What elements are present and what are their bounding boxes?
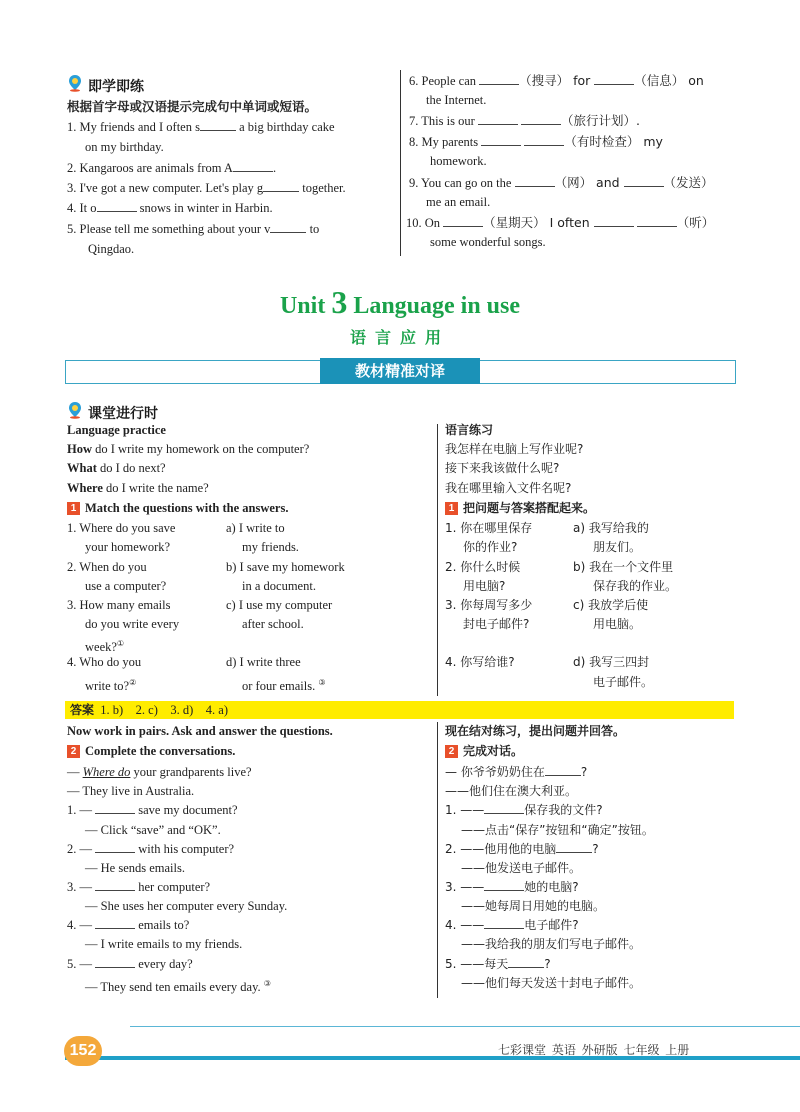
blank [521,113,561,125]
conversation-reply-5: — They send ten emails every day. ③ [85,979,271,994]
section-title-classroom: 课堂进行时 [88,406,158,422]
blank [479,73,519,85]
match-question: your homework? [85,540,171,554]
match-answer-cn: 电子邮件。 [593,675,654,689]
practice-item-1: 1. My friends and I often s a big birthday cake [67,120,335,134]
practice-item-5: 5. Please tell me something about your v to [67,222,320,236]
question-line-cn: 接下来我该做什么呢? [445,461,560,475]
practice-item-8-cont: homework. [430,154,487,168]
conversation-example-cn: ——他们住在澳大利亚。 [445,784,578,798]
match-question: do you write every [85,617,180,631]
conversation-item-4-cn: 4. —— 电子邮件? [445,918,579,932]
conversation-reply-4-cn: ——我给我的朋友们写电子邮件。 [461,937,642,951]
blank [481,134,521,146]
practice-item-9: 9. You can go on the （网） and （发送） [409,175,714,190]
conversation-item-1: 1. — save my document? [67,803,238,817]
blank [515,175,555,187]
blank [95,879,135,891]
match-question-cn: 4. 你写给谁? [445,655,515,669]
practice-item-10: 10. On （星期天） I often （听） [406,215,715,230]
exercise-2-title: 2 Complete the conversations. [67,742,235,761]
location-pin-icon [66,74,84,92]
practice-instruction: 根据首字母或汉语提示完成句中单词或短语。 [67,99,318,114]
conversation-reply-2: — He sends emails. [85,861,185,875]
conversation-reply-3: — She uses her computer every Sunday. [85,899,288,913]
blank [263,180,299,192]
practice-item-7: 7. This is our （旅行计划）. [409,113,640,128]
book-info: 七彩课堂 英语 外研版 七年级 上册 [498,1043,690,1057]
conversation-reply-1-cn: ——点击“保存”按钮和“确定”按钮。 [461,823,654,837]
conversation-item-3-cn: 3. —— 她的电脑? [445,880,579,894]
conversation-item-1-cn: 1. —— 保存我的文件? [445,803,603,817]
practice-item-3: 3. I've got a new computer. Let's play g together. [67,181,346,195]
pair-instruction: Now work in pairs. Ask and answer the questions. [67,724,333,738]
practice-item-5-cont: Qingdao. [88,242,135,256]
blank [545,764,581,776]
question-line: Where do I write the name? [67,481,209,495]
blank [97,200,137,212]
match-answer-cn: 朋友们。 [593,540,642,554]
match-question-cn: 2. 你什么时候 [445,560,521,574]
column-divider [400,70,401,256]
blank [443,215,483,227]
match-answer: my friends. [242,540,299,554]
conversation-reply-4: — I write emails to my friends. [85,937,243,951]
conversation-example-cn: — 你爷爷奶奶住在 ? [445,765,588,779]
practice-item-1-cont: on my birthday. [85,140,164,154]
match-answer: b) I save my homework [226,560,345,574]
match-question-cn: 你的作业? [463,540,518,554]
conversation-reply-1: — Click “save” and “OK”. [85,823,221,837]
conversation-example: — Where do your grandparents live? [67,765,252,779]
question-line-cn: 我在哪里输入文件名呢? [445,481,572,495]
banner-label: 教材精准对译 [320,358,480,384]
practice-item-9-cont: me an email. [426,195,491,209]
match-question: 4. Who do you [67,655,142,669]
match-answer: d) I write three [226,655,301,669]
match-answer: or four emails. ③ [242,678,326,693]
blank [270,221,306,233]
match-answer-cn: 保存我的作业。 [593,579,678,593]
conversation-item-2-cn: 2. ——他用他的电脑 ? [445,842,599,856]
blank [95,802,135,814]
match-answer: after school. [242,617,304,631]
blank [508,956,544,968]
column-divider [437,722,438,998]
conversation-reply-3-cn: ——她每周日用她的电脑。 [461,899,606,913]
blank [95,917,135,929]
match-question: 2. When do you [67,560,147,574]
match-question: use a computer? [85,579,167,593]
match-question-cn: 封电子邮件? [463,617,530,631]
question-line-cn: 我怎样在电脑上写作业呢? [445,442,584,456]
practice-item-6: 6. People can （搜寻） for （信息） on [409,73,704,88]
practice-item-10-cont: some wonderful songs. [430,235,546,249]
footer-rule [130,1026,800,1027]
conversation-item-5: 5. — every day? [67,957,193,971]
blank [478,113,518,125]
match-answer: a) I write to [226,521,285,535]
section-title-practice: 即学即练 [88,79,144,95]
conversation-reply-5-cn: ——他们每天发送十封电子邮件。 [461,976,642,990]
match-answer: c) I use my computer [226,598,333,612]
unit-subtitle: 语言应用 [349,328,450,347]
blank [200,119,236,131]
conversation-reply-2-cn: ——他发送电子邮件。 [461,861,582,875]
practice-item-8: 8. My parents （有时检查） my [409,134,663,149]
column-divider [437,424,438,696]
match-question: week?① [85,639,125,654]
blank [484,802,524,814]
language-practice-heading-cn: 语言练习 [445,423,494,437]
location-pin-icon [66,401,84,419]
blank [594,215,634,227]
footer-bar [65,1056,800,1060]
page-number: 152 [64,1036,102,1066]
blank [484,879,524,891]
match-answer-cn: b) 我在一个文件里 [573,560,674,574]
match-question: write to?② [85,678,137,693]
conversation-example: — They live in Australia. [67,784,195,798]
unit-title: Unit 3 Language in use [279,284,521,320]
blank [95,956,135,968]
blank [233,160,273,172]
blank [484,917,524,929]
conversation-item-2: 2. — with his computer? [67,842,235,856]
practice-item-6-cont: the Internet. [426,93,487,107]
question-line: How do I write my homework on the computer? [67,442,310,456]
blank [637,215,677,227]
match-answer-cn: a) 我写给我的 [573,521,649,535]
blank [556,841,592,853]
match-answer-cn: 用电脑。 [593,617,642,631]
conversation-item-4: 4. — emails to? [67,918,190,932]
language-practice-heading: Language practice [67,423,166,437]
blank [95,841,135,853]
match-question: 1. Where do you save [67,521,176,535]
exercise-2-title-cn: 2 完成对话。 [445,742,523,761]
conversation-item-3: 3. — her computer? [67,880,211,894]
pair-instruction-cn: 现在结对练习，提出问题并回答。 [445,724,626,738]
match-question: 3. How many emails [67,598,171,612]
blank [594,73,634,85]
match-answer: in a document. [242,579,316,593]
match-answer-cn: d) 我写三四封 [573,655,650,669]
match-question-cn: 1. 你在哪里保存 [445,521,533,535]
question-line: What do I do next? [67,461,166,475]
practice-item-4: 4. It o snows in winter in Harbin. [67,201,273,215]
practice-item-2: 2. Kangaroos are animals from A . [67,161,277,175]
match-answer-cn: c) 我放学后使 [573,598,649,612]
answer-line: 答案 1. b) 2. c) 3. d) 4. a) [70,703,229,717]
blank [524,134,564,146]
conversation-item-5-cn: 5. ——每天 ? [445,957,551,971]
match-question-cn: 用电脑? [463,579,506,593]
exercise-1-title-cn: 1 把问题与答案搭配起来。 [445,499,595,518]
match-question-cn: 3. 你每周写多少 [445,598,533,612]
blank [624,175,664,187]
exercise-1-title: 1 Match the questions with the answers. [67,499,288,518]
